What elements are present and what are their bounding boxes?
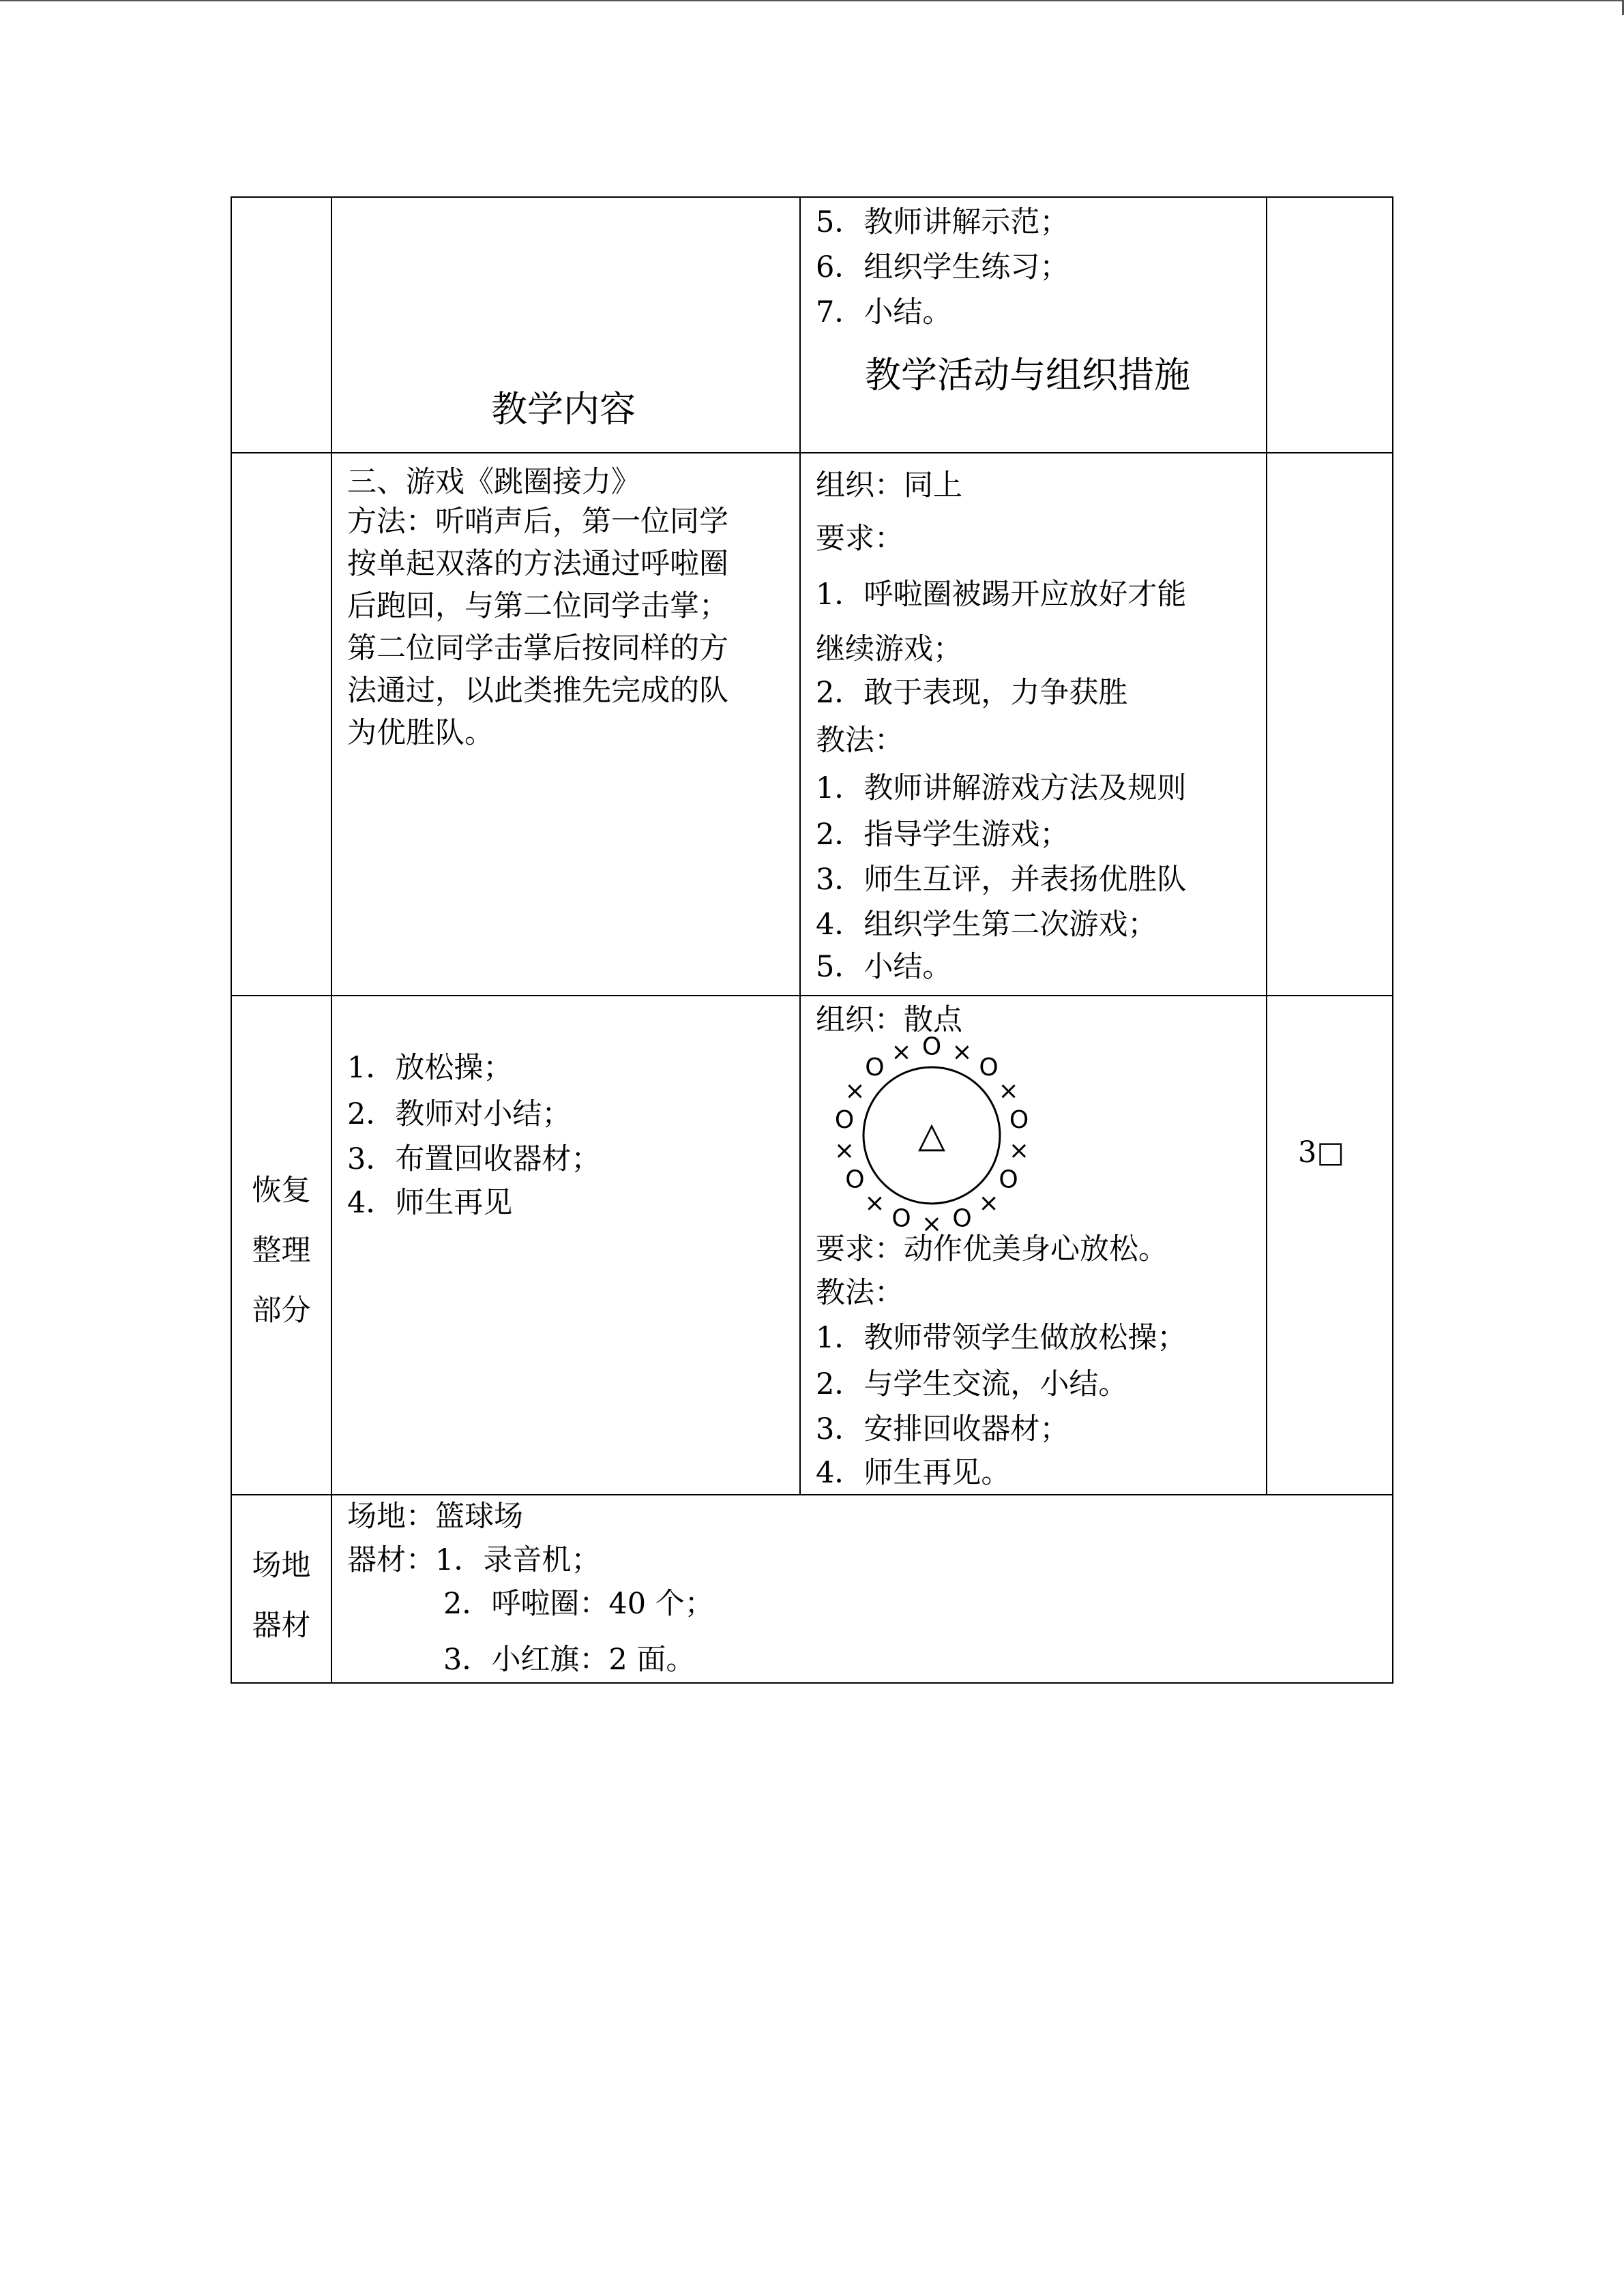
activity-line: 6．组织学生练习； (816, 250, 1069, 284)
venue-line: 场地：篮球场 (347, 1500, 523, 1534)
student-cross-mark: × (864, 1189, 885, 1218)
content-line: 三、游戏《跳圈接力》 (347, 465, 640, 499)
section-label-line: 场地 (252, 1549, 311, 1583)
student-cross-mark: × (833, 1137, 855, 1165)
activity-line: 5．小结。 (816, 950, 952, 984)
table-border-col1 (331, 196, 332, 1684)
activity-line: 3．师生互评，并表扬优胜队 (816, 863, 1187, 897)
student-cross-mark: × (998, 1077, 1019, 1105)
student-circle-mark: O (999, 1165, 1018, 1194)
activity-line: 5．教师讲解示范； (816, 205, 1069, 239)
equipment-line: 器材：1．录音机； (347, 1543, 601, 1577)
table-border-bottom (231, 1682, 1393, 1684)
activity-line: 3．安排回收器材； (816, 1412, 1069, 1446)
header-teaching-activities: 教学活动与组织措施 (865, 355, 1190, 396)
student-circle-mark: O (865, 1053, 885, 1082)
student-cross-mark: × (921, 1210, 943, 1238)
table-border-row3-bottom (231, 1494, 1393, 1495)
table-border-col2 (799, 196, 801, 1495)
activity-line: 教法： (816, 724, 904, 758)
activity-line: 继续游戏； (816, 632, 962, 666)
table-border-right (1392, 196, 1393, 1684)
section-label-line: 整理 (252, 1234, 311, 1268)
student-cross-mark: × (844, 1077, 866, 1105)
student-cross-mark: × (1008, 1137, 1030, 1165)
content-line: 3．布置回收器材； (347, 1142, 601, 1176)
teacher-triangle-icon: △ (918, 1115, 945, 1156)
table-border-row1-bottom (231, 452, 1393, 453)
formation-diagram (816, 1033, 1034, 1238)
activity-line: 要求：动作优美身心放松。 (816, 1232, 1168, 1266)
activity-line: 2．敢于表现，力争获胜 (816, 676, 1128, 710)
content-line: 法通过，以此类推先完成的队 (347, 674, 728, 708)
student-circle-mark: O (1009, 1105, 1029, 1134)
activity-line: 1．教师带领学生做放松操； (816, 1321, 1187, 1355)
student-cross-mark: × (891, 1038, 912, 1067)
student-circle-mark: O (845, 1165, 865, 1194)
content-line: 2．教师对小结； (347, 1097, 572, 1131)
content-line: 第二位同学击掌后按同样的方 (347, 631, 728, 666)
activity-line: 4．师生再见。 (816, 1456, 1011, 1490)
student-cross-mark: × (978, 1189, 999, 1218)
time-cell: 3□ (1298, 1135, 1344, 1169)
content-line: 方法：听哨声后，第一位同学 (347, 505, 728, 539)
student-circle-mark: O (921, 1033, 942, 1061)
activity-line: 2．指导学生游戏； (816, 818, 1069, 852)
table-border-top (231, 196, 1393, 198)
activity-line: 7．小结。 (816, 295, 952, 329)
equipment-line: 2．呼啦圈：40 个； (443, 1587, 714, 1621)
content-line: 1．放松操； (347, 1051, 513, 1085)
student-circle-mark: O (952, 1204, 972, 1233)
section-label-line: 部分 (252, 1294, 311, 1328)
activity-line: 4．组织学生第二次游戏； (816, 908, 1157, 942)
student-circle-mark: O (891, 1204, 911, 1233)
activity-line: 要求： (816, 522, 904, 556)
student-circle-mark: O (979, 1053, 999, 1082)
section-label-line: 器材 (252, 1609, 311, 1643)
equipment-line: 3．小红旗：2 面。 (443, 1643, 696, 1677)
table-border-col3 (1266, 196, 1267, 1495)
activity-line: 1．教师讲解游戏方法及规则 (816, 771, 1187, 805)
student-cross-mark: × (951, 1038, 973, 1067)
content-line: 4．师生再见 (347, 1186, 513, 1220)
table-border-left (231, 196, 232, 1684)
header-teaching-content: 教学内容 (491, 389, 636, 430)
section-label-line: 恢复 (252, 1174, 311, 1208)
activity-line: 2．与学生交流，小结。 (816, 1367, 1128, 1401)
content-line: 为优胜队。 (347, 716, 494, 750)
student-circle-mark: O (834, 1105, 855, 1134)
page-top-border (0, 0, 1624, 1)
activity-line: 教法： (816, 1276, 904, 1310)
activity-line: 1．呼啦圈被踢开应放好才能 (816, 578, 1187, 612)
table-border-row2-bottom (231, 995, 1393, 996)
activity-line: 组织：同上 (816, 468, 962, 503)
organization-label: 组织：散点 (816, 1003, 962, 1037)
content-line: 按单起双落的方法通过呼啦圈 (347, 547, 728, 581)
content-line: 后跑回，与第二位同学击掌； (347, 589, 728, 623)
